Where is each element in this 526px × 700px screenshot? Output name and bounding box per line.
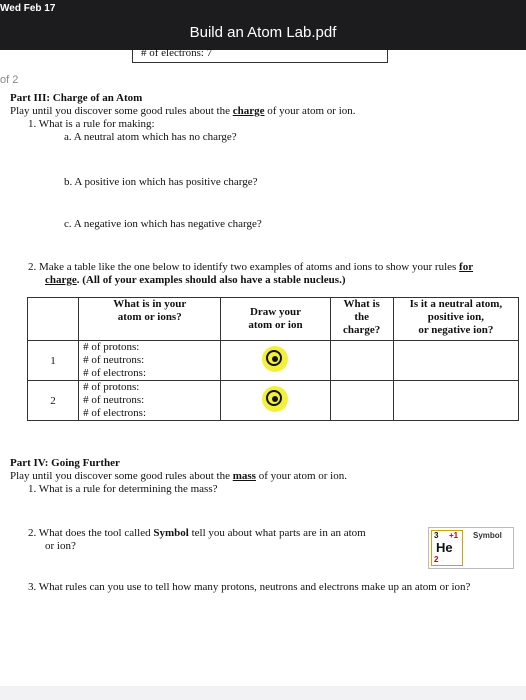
row-number: 1: [28, 341, 79, 381]
page-indicator: of 2: [0, 74, 19, 86]
part3-q1b: b. A positive ion which has positive charge?: [64, 176, 258, 188]
table-header-num: [28, 298, 79, 341]
part3-q1a: a. A neutral atom which has no charge?: [64, 131, 237, 143]
title-bar: [0, 0, 526, 50]
element-symbol: He: [436, 540, 453, 555]
table-row: [28, 341, 519, 381]
part4-q2-line2: or ion?: [45, 540, 76, 552]
part4-q3: 3. What rules can you use to tell how many protons, neutrons and electrons make up an atom or ion?: [28, 581, 471, 593]
part4-intro: Play until you discover some good rules about the mass of your atom or ion.: [10, 470, 347, 482]
status-time: Wed Feb 17: [0, 3, 56, 14]
row-particles: # of protons: # of neutrons: # of electrons:: [79, 341, 221, 381]
table-header-draw: Draw your atom or ion: [221, 298, 330, 341]
atom-drawing-icon: [262, 346, 288, 372]
table-row: [28, 381, 519, 421]
row-charge[interactable]: [330, 341, 393, 381]
part4-q1: 1. What is a rule for determining the mass?: [28, 483, 218, 495]
row-particles: # of protons: # of neutrons: # of electrons:: [79, 381, 221, 421]
part4-q2-line1: 2. What does the tool called Symbol tell you about what parts are in an atom: [28, 527, 366, 539]
part3-q2-line1: 2. Make a table like the one below to identify two examples of atoms and ions to show your rules for: [28, 261, 474, 273]
row-drawing: [221, 341, 330, 381]
row-drawing: [221, 381, 330, 421]
atom-drawing-icon: [262, 386, 288, 412]
atom-ion-table: [27, 297, 519, 421]
part3-heading: Part III: Charge of an Atom: [10, 92, 143, 104]
document-title: Build an Atom Lab.pdf: [189, 24, 337, 41]
table-header-ion-type: Is it a neutral atom, positive ion, or negative ion?: [393, 298, 518, 341]
part3-q1: 1. What is a rule for making:: [28, 118, 155, 130]
symbol-tool: [428, 527, 514, 569]
symbol-label: Symbol: [473, 531, 502, 540]
table-header-charge: What is the charge?: [330, 298, 393, 341]
part4-heading: Part IV: Going Further: [10, 457, 120, 469]
atomic-number: 2: [434, 555, 439, 564]
page-bottom-strip: [0, 686, 526, 700]
part3-q2-line2: charge. (All of your examples should also have a stable nucleus.): [45, 274, 346, 286]
row-ion-type[interactable]: [393, 341, 518, 381]
row-charge[interactable]: [330, 381, 393, 421]
part3-q1c: c. A negative ion which has negative charge?: [64, 218, 262, 230]
table-header-what: What is in your atom or ions?: [79, 298, 221, 341]
mass-number: 3: [434, 531, 439, 540]
row-number: 2: [28, 381, 79, 421]
row-ion-type[interactable]: [393, 381, 518, 421]
part3-intro: Play until you discover some good rules about the charge of your atom or ion.: [10, 105, 356, 117]
previous-table-cell: # of electrons: 7: [132, 50, 388, 63]
table-header-row: [28, 298, 519, 341]
ion-charge: +1: [449, 531, 459, 540]
